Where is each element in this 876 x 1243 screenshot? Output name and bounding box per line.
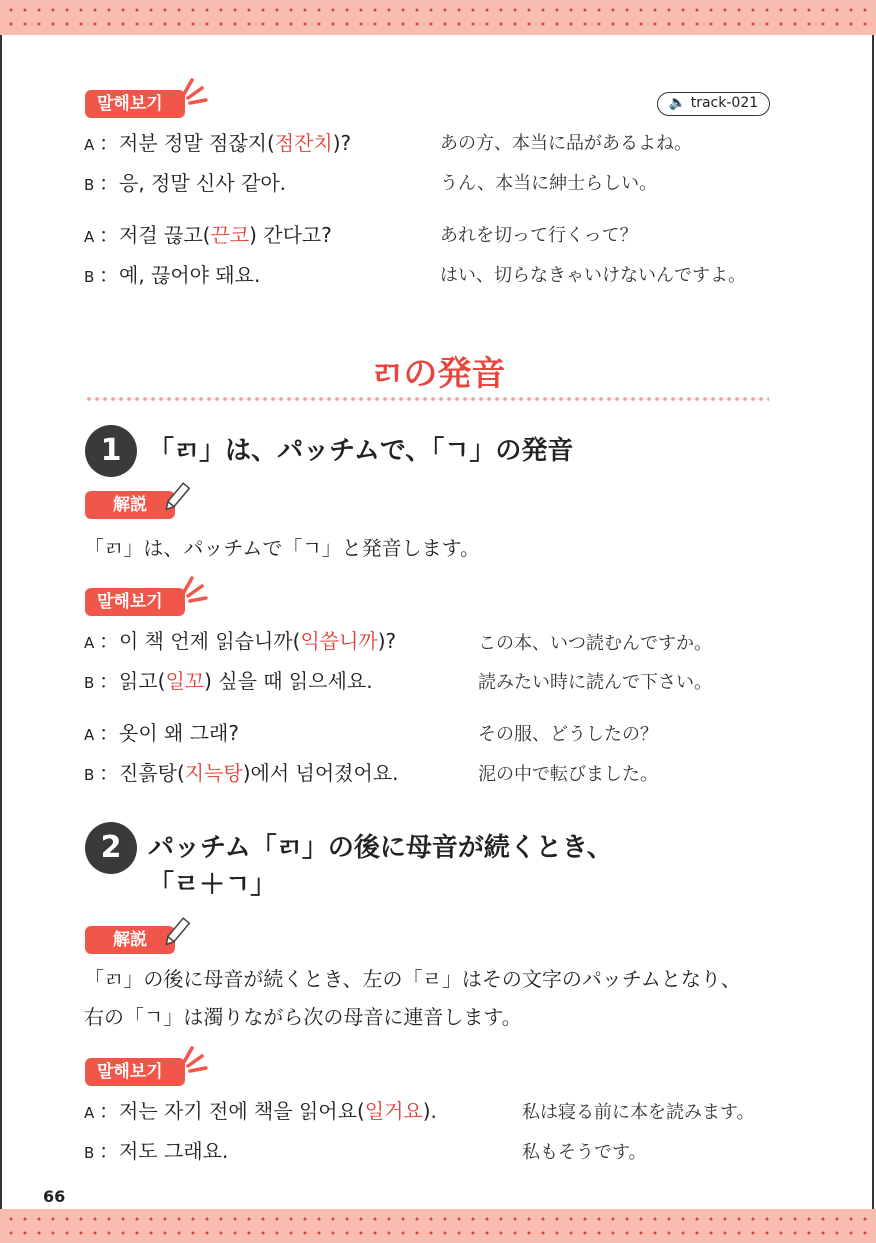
translation: この本、いつ読むんですか。 bbox=[478, 633, 712, 654]
rule-heading-line2: 「ㄹ＋ㄱ」 bbox=[148, 870, 277, 900]
explanation-text: 右の「ㄱ」は濁りながら次の母音に連音します。 bbox=[84, 1005, 522, 1029]
translation: あの方、本当に品があるよね。 bbox=[440, 133, 692, 154]
explain-tag-label: 解説 bbox=[113, 495, 147, 515]
dialogue-line: A ：저걸 끊고(끈코) 간다고? bbox=[84, 223, 332, 247]
explanation-text: 「ㄺ」の後に母音が続くとき、左の「ㄹ」はその文字のパッチムとなり、 bbox=[84, 967, 741, 991]
practice-tag-label: 말해보기 bbox=[97, 1062, 163, 1082]
pencil-icon bbox=[160, 480, 192, 516]
bottom-decorative-band bbox=[0, 1209, 876, 1243]
dialogue-line: B ：예, 끊어야 돼요. bbox=[84, 263, 261, 287]
translation: あれを切って行くって？ bbox=[440, 225, 638, 246]
dialogue-line: B ：응, 정말 신사 같아. bbox=[84, 171, 287, 195]
rule-heading: パッチム「ㄺ」の後に母音が続くとき、 bbox=[148, 833, 613, 863]
dialogue-line: B ：저도 그래요. bbox=[84, 1139, 229, 1163]
rule-number-badge: 2 bbox=[85, 822, 137, 874]
dialogue-line: B ：진흙탕(지늑탕)에서 넘어졌어요. bbox=[84, 761, 399, 785]
dialogue-line: A ：이 책 언제 읽습니까(익씁니까)? bbox=[84, 629, 397, 653]
rule-number-badge: 1 bbox=[85, 425, 137, 477]
translation: はい、切らなきゃいけないんですよ。 bbox=[440, 265, 746, 286]
practice-tag bbox=[85, 1058, 185, 1086]
pencil-icon bbox=[160, 915, 192, 951]
dialogue-line: A ：저분 정말 점잖지(점잔치)? bbox=[84, 131, 352, 155]
dotted-divider bbox=[85, 395, 769, 403]
practice-tag bbox=[85, 90, 185, 118]
dialogue-line: B ：읽고(일꼬) 싶을 때 읽으세요. bbox=[84, 669, 373, 693]
translation: 泥の中で転びました。 bbox=[478, 764, 658, 785]
page-number: 66 bbox=[43, 1187, 66, 1206]
top-decorative-band bbox=[0, 0, 876, 35]
translation: その服、どうしたの？ bbox=[478, 724, 658, 745]
page-frame bbox=[0, 35, 874, 1209]
explain-tag-label: 解説 bbox=[113, 930, 147, 950]
translation: 私もそうです。 bbox=[522, 1142, 647, 1163]
audio-track-badge[interactable] bbox=[657, 92, 770, 116]
burst-icon bbox=[180, 1044, 210, 1074]
burst-icon bbox=[180, 574, 210, 604]
translation: うん、本当に紳士らしい。 bbox=[440, 173, 658, 194]
track-label: track-021 bbox=[690, 95, 759, 111]
rule-heading: 「ㄺ」は、パッチムで、「ㄱ」の発音 bbox=[148, 436, 574, 466]
section-title: ㄺの発音 bbox=[370, 354, 506, 394]
dialogue-line: A ：옷이 왜 그래? bbox=[84, 721, 239, 745]
dialogue-line: A ：저는 자기 전에 책을 읽어요(일거요). bbox=[84, 1099, 437, 1123]
practice-tag-label: 말해보기 bbox=[97, 592, 163, 612]
burst-icon bbox=[180, 76, 210, 106]
speaker-icon: 🔈 bbox=[668, 95, 687, 111]
translation: 読みたい時に読んで下さい。 bbox=[478, 672, 712, 693]
practice-tag-label: 말해보기 bbox=[97, 94, 163, 114]
translation: 私は寝る前に本を読みます。 bbox=[522, 1102, 755, 1123]
practice-tag bbox=[85, 588, 185, 616]
explanation-text: 「ㄺ」は、パッチムで「ㄱ」と発音します。 bbox=[84, 536, 481, 560]
